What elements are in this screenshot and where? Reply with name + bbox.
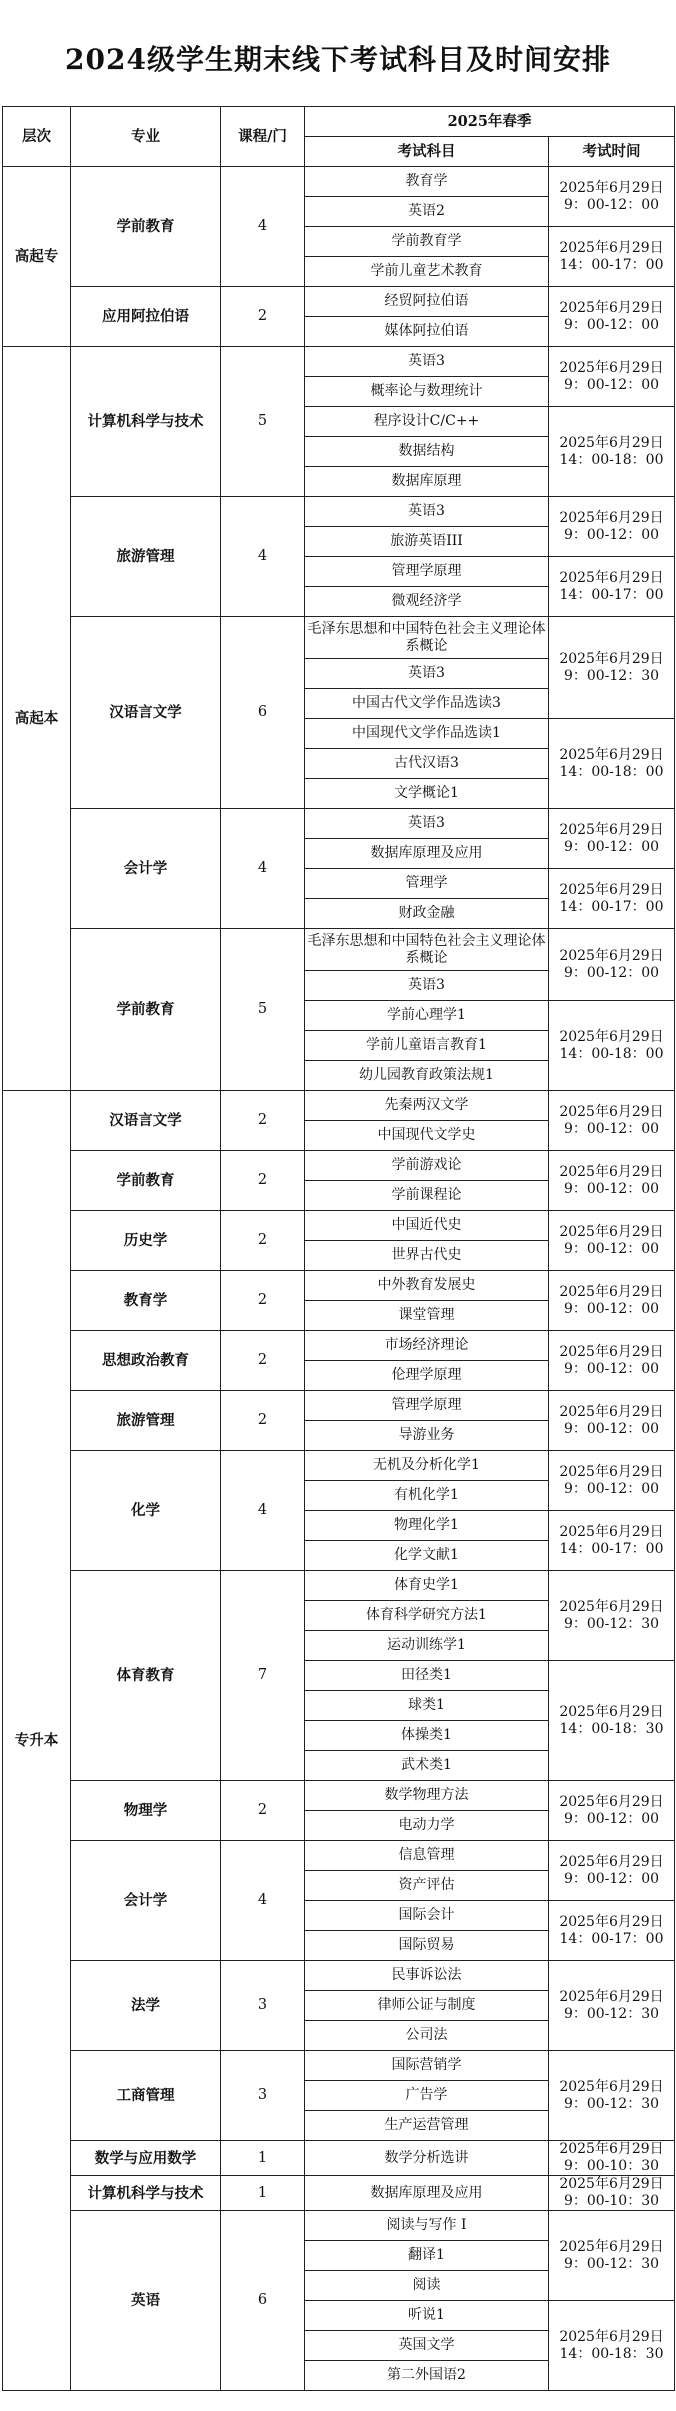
- exam-time-cell: [549, 617, 675, 719]
- header-time: 考试时间: [549, 137, 675, 167]
- exam-hours: 9：00-12：00: [563, 1240, 660, 1257]
- table-row: [3, 1271, 675, 1301]
- header-major: 专业: [71, 107, 221, 167]
- major-cell: 英语: [71, 2211, 221, 2391]
- exam-time-cell: [549, 1451, 675, 1511]
- course-count-cell: 2: [221, 287, 305, 347]
- subject-cell: 学前游戏论: [305, 1151, 549, 1181]
- subject-cell: 运动训练学1: [305, 1631, 549, 1661]
- course-count-cell: 4: [221, 497, 305, 617]
- subject-cell: 英语3: [305, 659, 549, 689]
- major-cell: 学前教育: [71, 1151, 221, 1211]
- exam-date: 2025年6月29日: [559, 1283, 664, 1300]
- major-cell: 法学: [71, 1961, 221, 2051]
- exam-time-cell: [549, 407, 675, 497]
- exam-hours: 9：00-12：00: [563, 376, 660, 393]
- exam-time-cell: [549, 1781, 675, 1841]
- exam-time-cell: [549, 347, 675, 407]
- subject-cell: 第二外国语2: [305, 2361, 549, 2391]
- subject-cell: 电动力学: [305, 1811, 549, 1841]
- course-count-cell: 2: [221, 1391, 305, 1451]
- exam-date: 2025年6月29日: [559, 2078, 664, 2095]
- table-row: [3, 1571, 675, 1601]
- exam-date: 2025年6月29日: [559, 1703, 664, 1720]
- exam-time-cell: [549, 2176, 675, 2211]
- subject-cell: 听说1: [305, 2301, 549, 2331]
- table-row: [3, 2141, 675, 2176]
- exam-hours: 9：00-12：00: [563, 526, 660, 543]
- subject-cell: 英语3: [305, 347, 549, 377]
- exam-date: 2025年6月29日: [559, 569, 664, 586]
- exam-hours: 14：00-18：30: [559, 2345, 664, 2362]
- course-count-cell: 6: [221, 2211, 305, 2391]
- table-row: [3, 167, 675, 197]
- exam-date: 2025年6月29日: [559, 2238, 664, 2255]
- subject-cell: 中国近代史: [305, 1211, 549, 1241]
- subject-cell: 学前教育学: [305, 227, 549, 257]
- table-row: [3, 1391, 675, 1421]
- subject-cell: 旅游英语III: [305, 527, 549, 557]
- page-title: 2024级学生期末线下考试科目及时间安排: [65, 43, 611, 76]
- exam-hours: 14：00-17：00: [559, 586, 664, 603]
- table-row: [3, 2211, 675, 2241]
- table-row: [3, 1211, 675, 1241]
- exam-hours: 9：00-12：00: [563, 1810, 660, 1827]
- table-row: [3, 929, 675, 971]
- subject-cell: 英语3: [305, 971, 549, 1001]
- table-row: [3, 2176, 675, 2211]
- course-count-cell: 2: [221, 1091, 305, 1151]
- exam-time-cell: [549, 1511, 675, 1571]
- subject-cell: 无机及分析化学1: [305, 1451, 549, 1481]
- subject-cell: 物理化学1: [305, 1511, 549, 1541]
- exam-hours: 14：00-18：00: [559, 451, 664, 468]
- exam-time-cell: [549, 497, 675, 557]
- exam-hours: 9：00-12：00: [563, 1420, 660, 1437]
- exam-time-cell: [549, 1961, 675, 2051]
- exam-date: 2025年6月29日: [559, 1103, 664, 1120]
- major-cell: 工商管理: [71, 2051, 221, 2141]
- subject-cell: 学前儿童语言教育1: [305, 1031, 549, 1061]
- subject-cell: 生产运营管理: [305, 2111, 549, 2141]
- subject-cell: 数学分析选讲: [305, 2141, 549, 2176]
- subject-cell: 管理学: [305, 869, 549, 899]
- table-row: [3, 1331, 675, 1361]
- subject-cell: 英国文学: [305, 2331, 549, 2361]
- subject-cell: 先秦两汉文学: [305, 1091, 549, 1121]
- subject-cell: 数学物理方法: [305, 1781, 549, 1811]
- exam-time-cell: [549, 869, 675, 929]
- subject-cell: 田径类1: [305, 1661, 549, 1691]
- major-cell: 汉语言文学: [71, 1091, 221, 1151]
- exam-date: 2025年6月29日: [559, 1403, 664, 1420]
- exam-date: 2025年6月29日: [559, 947, 664, 964]
- course-count-cell: 2: [221, 1331, 305, 1391]
- subject-cell: 英语3: [305, 497, 549, 527]
- subject-cell: 古代汉语3: [305, 749, 549, 779]
- exam-date: 2025年6月29日: [559, 1028, 664, 1045]
- course-count-cell: 1: [221, 2176, 305, 2211]
- exam-hours: 9：00-12：00: [563, 196, 660, 213]
- major-cell: 数学与应用数学: [71, 2141, 221, 2176]
- exam-date: 2025年6月29日: [559, 2141, 664, 2157]
- subject-cell: 数据库原理及应用: [305, 839, 549, 869]
- exam-date: 2025年6月29日: [559, 2328, 664, 2345]
- exam-time-cell: [549, 1661, 675, 1781]
- exam-date: 2025年6月29日: [559, 650, 664, 667]
- subject-cell: 毛泽东思想和中国特色社会主义理论体系概论: [305, 617, 549, 659]
- major-cell: 学前教育: [71, 929, 221, 1091]
- subject-cell: 化学文献1: [305, 1541, 549, 1571]
- table-row: [3, 1091, 675, 1121]
- exam-time-cell: [549, 719, 675, 809]
- exam-date: 2025年6月29日: [559, 1523, 664, 1540]
- exam-date: 2025年6月29日: [559, 1343, 664, 1360]
- major-cell: 旅游管理: [71, 497, 221, 617]
- exam-date: 2025年6月29日: [559, 821, 664, 838]
- subject-cell: 数据结构: [305, 437, 549, 467]
- exam-time-cell: [549, 2051, 675, 2141]
- exam-date: 2025年6月29日: [559, 299, 664, 316]
- exam-time-cell: [549, 1571, 675, 1661]
- exam-date: 2025年6月29日: [559, 359, 664, 376]
- subject-cell: 有机化学1: [305, 1481, 549, 1511]
- major-cell: 会计学: [71, 1841, 221, 1961]
- subject-cell: 国际贸易: [305, 1931, 549, 1961]
- subject-cell: 管理学原理: [305, 557, 549, 587]
- level-cell: 专升本: [3, 1091, 71, 2391]
- header-courses: 课程/门: [221, 107, 305, 167]
- exam-date: 2025年6月29日: [559, 434, 664, 451]
- exam-time-cell: [549, 287, 675, 347]
- course-count-cell: 7: [221, 1571, 305, 1781]
- exam-time-cell: [549, 2211, 675, 2301]
- exam-time-cell: [549, 1151, 675, 1211]
- exam-hours: 9：00-12：30: [563, 2095, 660, 2112]
- exam-time-cell: [549, 557, 675, 617]
- course-count-cell: 4: [221, 809, 305, 929]
- exam-hours: 9：00-12：00: [563, 1870, 660, 1887]
- exam-hours: 14：00-18：00: [559, 1045, 664, 1062]
- course-count-cell: 6: [221, 617, 305, 809]
- exam-date: 2025年6月29日: [559, 2176, 664, 2192]
- course-count-cell: 5: [221, 929, 305, 1091]
- subject-cell: 概率论与数理统计: [305, 377, 549, 407]
- exam-hours: 9：00-12：30: [563, 667, 660, 684]
- exam-hours: 9：00-12：00: [563, 838, 660, 855]
- major-cell: 应用阿拉伯语: [71, 287, 221, 347]
- subject-cell: 数据库原理及应用: [305, 2176, 549, 2211]
- course-count-cell: 2: [221, 1211, 305, 1271]
- exam-hours: 9：00-10：30: [563, 2193, 660, 2209]
- course-count-cell: 3: [221, 2051, 305, 2141]
- exam-hours: 9：00-12：30: [563, 2255, 660, 2272]
- subject-cell: 武术类1: [305, 1751, 549, 1781]
- exam-time-cell: [549, 929, 675, 1001]
- exam-time-cell: [549, 1901, 675, 1961]
- subject-cell: 微观经济学: [305, 587, 549, 617]
- subject-cell: 公司法: [305, 2021, 549, 2051]
- table-row: [3, 497, 675, 527]
- subject-cell: 阅读与写作 I: [305, 2211, 549, 2241]
- table-row: [3, 347, 675, 377]
- subject-cell: 体育史学1: [305, 1571, 549, 1601]
- exam-time-cell: [549, 1271, 675, 1331]
- major-cell: 旅游管理: [71, 1391, 221, 1451]
- exam-time-cell: [549, 2141, 675, 2176]
- level-cell: 高起专: [3, 167, 71, 347]
- header-season: 2025年春季: [305, 107, 675, 137]
- table-row: [3, 809, 675, 839]
- exam-hours: 9：00-12：30: [563, 1615, 660, 1632]
- subject-cell: 世界古代史: [305, 1241, 549, 1271]
- header-row-top: [3, 107, 675, 137]
- exam-date: 2025年6月29日: [559, 1598, 664, 1615]
- level-cell: 高起本: [3, 347, 71, 1091]
- table-row: [3, 1451, 675, 1481]
- table-row: [3, 1961, 675, 1991]
- exam-time-cell: [549, 1211, 675, 1271]
- exam-hours: 9：00-12：00: [563, 1120, 660, 1137]
- exam-time-cell: [549, 1841, 675, 1901]
- course-count-cell: 3: [221, 1961, 305, 2051]
- exam-time-cell: [549, 809, 675, 869]
- subject-cell: 文学概论1: [305, 779, 549, 809]
- subject-cell: 市场经济理论: [305, 1331, 549, 1361]
- subject-cell: 中国现代文学史: [305, 1121, 549, 1151]
- subject-cell: 资产评估: [305, 1871, 549, 1901]
- exam-date: 2025年6月29日: [559, 239, 664, 256]
- exam-date: 2025年6月29日: [559, 1793, 664, 1810]
- table-row: [3, 287, 675, 317]
- exam-schedule-table: [2, 106, 675, 2391]
- subject-cell: 国际会计: [305, 1901, 549, 1931]
- exam-hours: 9：00-10：30: [563, 2158, 660, 2174]
- exam-hours: 14：00-17：00: [559, 1540, 664, 1557]
- major-cell: 思想政治教育: [71, 1331, 221, 1391]
- exam-time-cell: [549, 1331, 675, 1391]
- table-row: [3, 2051, 675, 2081]
- exam-date: 2025年6月29日: [559, 1988, 664, 2005]
- exam-date: 2025年6月29日: [559, 1853, 664, 1870]
- exam-hours: 14：00-17：00: [559, 1930, 664, 1947]
- exam-hours: 9：00-12：00: [563, 1300, 660, 1317]
- exam-date: 2025年6月29日: [559, 746, 664, 763]
- subject-cell: 翻译1: [305, 2241, 549, 2271]
- exam-hours: 14：00-17：00: [559, 898, 664, 915]
- subject-cell: 体育科学研究方法1: [305, 1601, 549, 1631]
- subject-cell: 课堂管理: [305, 1301, 549, 1331]
- subject-cell: 广告学: [305, 2081, 549, 2111]
- major-cell: 物理学: [71, 1781, 221, 1841]
- course-count-cell: 1: [221, 2141, 305, 2176]
- subject-cell: 球类1: [305, 1691, 549, 1721]
- table-row: [3, 1781, 675, 1811]
- exam-time-cell: [549, 227, 675, 287]
- subject-cell: 程序设计C/C++: [305, 407, 549, 437]
- subject-cell: 学前儿童艺术教育: [305, 257, 549, 287]
- major-cell: 学前教育: [71, 167, 221, 287]
- header-subject: 考试科目: [305, 137, 549, 167]
- subject-cell: 中国古代文学作品选读3: [305, 689, 549, 719]
- subject-cell: 数据库原理: [305, 467, 549, 497]
- exam-time-cell: [549, 1091, 675, 1151]
- exam-hours: 9：00-12：00: [563, 1480, 660, 1497]
- course-count-cell: 4: [221, 167, 305, 287]
- subject-cell: 导游业务: [305, 1421, 549, 1451]
- exam-date: 2025年6月29日: [559, 179, 664, 196]
- major-cell: 体育教育: [71, 1571, 221, 1781]
- subject-cell: 律师公证与制度: [305, 1991, 549, 2021]
- exam-hours: 9：00-12：00: [563, 964, 660, 981]
- exam-hours: 14：00-17：00: [559, 256, 664, 273]
- subject-cell: 体操类1: [305, 1721, 549, 1751]
- subject-cell: 管理学原理: [305, 1391, 549, 1421]
- course-count-cell: 4: [221, 1841, 305, 1961]
- subject-cell: 信息管理: [305, 1841, 549, 1871]
- subject-cell: 英语2: [305, 197, 549, 227]
- exam-hours: 14：00-18：30: [559, 1720, 664, 1737]
- subject-cell: 民事诉讼法: [305, 1961, 549, 1991]
- major-cell: 化学: [71, 1451, 221, 1571]
- exam-date: 2025年6月29日: [559, 1163, 664, 1180]
- subject-cell: 中国现代文学作品选读1: [305, 719, 549, 749]
- table-row: [3, 617, 675, 659]
- subject-cell: 阅读: [305, 2271, 549, 2301]
- subject-cell: 英语3: [305, 809, 549, 839]
- major-cell: 历史学: [71, 1211, 221, 1271]
- major-cell: 教育学: [71, 1271, 221, 1331]
- subject-cell: 中外教育发展史: [305, 1271, 549, 1301]
- major-cell: 计算机科学与技术: [71, 2176, 221, 2211]
- header-level: 层次: [3, 107, 71, 167]
- subject-cell: 财政金融: [305, 899, 549, 929]
- exam-date: 2025年6月29日: [559, 509, 664, 526]
- subject-cell: 国际营销学: [305, 2051, 549, 2081]
- exam-hours: 9：00-12：00: [563, 316, 660, 333]
- major-cell: 汉语言文学: [71, 617, 221, 809]
- subject-cell: 学前课程论: [305, 1181, 549, 1211]
- course-count-cell: 5: [221, 347, 305, 497]
- exam-time-cell: [549, 2301, 675, 2391]
- course-count-cell: 2: [221, 1151, 305, 1211]
- exam-time-cell: [549, 1001, 675, 1091]
- subject-cell: 毛泽东思想和中国特色社会主义理论体系概论: [305, 929, 549, 971]
- course-count-cell: 2: [221, 1271, 305, 1331]
- exam-date: 2025年6月29日: [559, 1223, 664, 1240]
- exam-hours: 9：00-12：00: [563, 1180, 660, 1197]
- schedule-body: [3, 107, 675, 2391]
- exam-hours: 9：00-12：00: [563, 1360, 660, 1377]
- exam-hours: 9：00-12：30: [563, 2005, 660, 2022]
- exam-date: 2025年6月29日: [559, 1913, 664, 1930]
- subject-cell: 媒体阿拉伯语: [305, 317, 549, 347]
- subject-cell: 经贸阿拉伯语: [305, 287, 549, 317]
- course-count-cell: 4: [221, 1451, 305, 1571]
- subject-cell: 幼儿园教育政策法规1: [305, 1061, 549, 1091]
- exam-date: 2025年6月29日: [559, 1463, 664, 1480]
- subject-cell: 伦理学原理: [305, 1361, 549, 1391]
- table-row: [3, 1151, 675, 1181]
- exam-hours: 14：00-18：00: [559, 763, 664, 780]
- exam-date: 2025年6月29日: [559, 881, 664, 898]
- exam-time-cell: [549, 167, 675, 227]
- exam-time-cell: [549, 1391, 675, 1451]
- table-row: [3, 1841, 675, 1871]
- subject-cell: 学前心理学1: [305, 1001, 549, 1031]
- course-count-cell: 2: [221, 1781, 305, 1841]
- major-cell: 会计学: [71, 809, 221, 929]
- major-cell: 计算机科学与技术: [71, 347, 221, 497]
- subject-cell: 教育学: [305, 167, 549, 197]
